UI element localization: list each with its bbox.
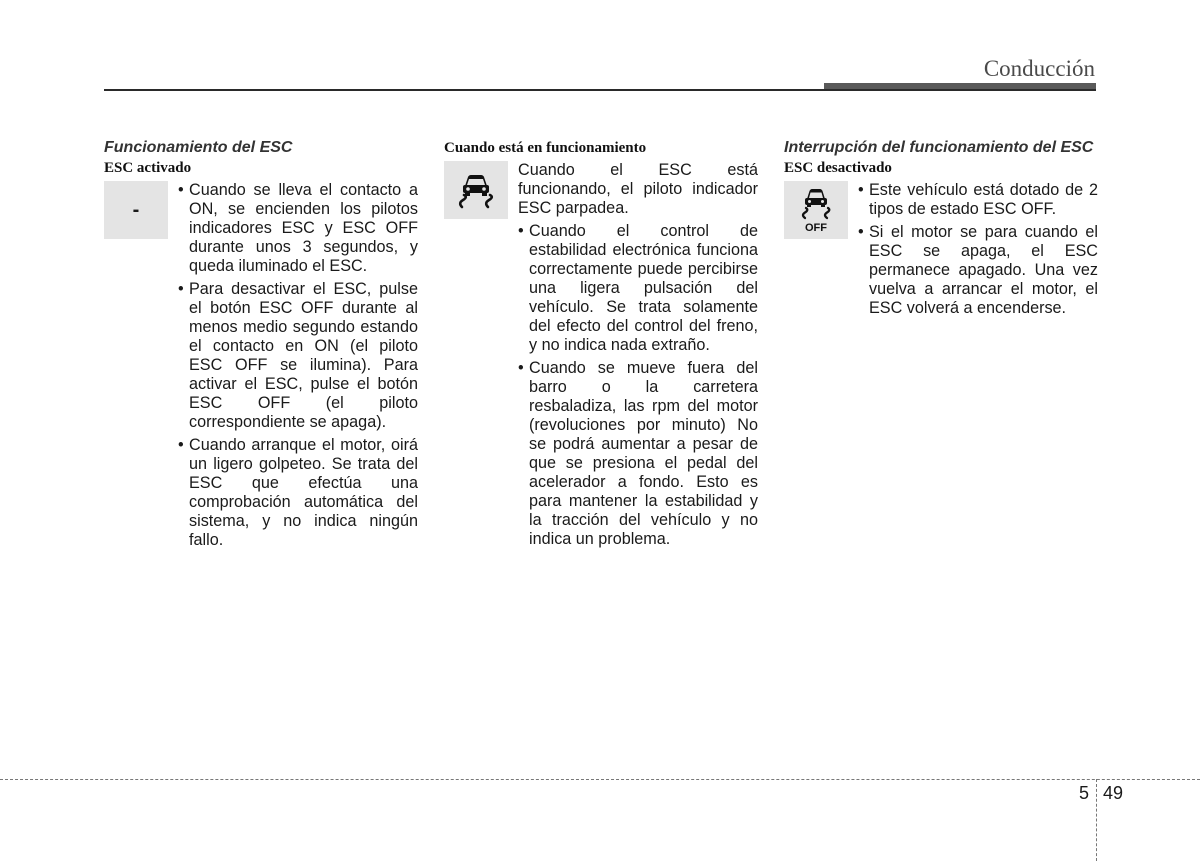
- list-item: • Cuando se mueve fuera del barro o la carretera resbaladiza, las rpm del motor (revoluciones por minuto) No se podrá aumentar a pesar de que se presiona el pedal del acelerador a fondo. Esto es para mantener la estabilidad y la tracción del vehículo y no indica un problema.: [518, 359, 758, 549]
- off-label: OFF: [805, 222, 827, 234]
- column-esc-off: [784, 139, 1098, 322]
- column-esc-operation: [104, 139, 418, 554]
- page-header-title: Conducción: [983, 56, 1095, 81]
- list-item: • Este vehículo está dotado de 2 tipos de estado ESC OFF.: [858, 181, 1098, 219]
- footer-divider: [1096, 779, 1097, 861]
- footer-rule: [0, 779, 1200, 780]
- esc-indicator-box: [444, 161, 508, 219]
- bullet-list: [178, 181, 418, 554]
- list-item: • Cuando se lleva el contacto a ON, se encienden los pilotos indicadores ESC y ESC OFF durante unos 3 segundos, y queda iluminado el ESC.: [178, 181, 418, 276]
- column-while-operating: [444, 139, 758, 553]
- bullet-list: [858, 181, 1098, 322]
- list-item: • Para desactivar el ESC, pulse el botón ESC OFF durante al menos medio segundo estando el contacto en ON (el piloto ESC OFF se ilumina). Para activar el ESC, pulse el botón ESC OFF (el piloto correspondiente se apaga).: [178, 280, 418, 432]
- list-item: • Si el motor se para cuando el ESC se apaga, el ESC permanece apagado. Una vez vuelva a arrancar el motor, el ESC volverá a encenderse.: [858, 223, 1098, 318]
- intro-paragraph: Cuando el ESC está funcionando, el piloto indicador ESC parpadea.: [518, 161, 758, 217]
- section-number: 5: [1079, 783, 1090, 803]
- esc-off-icon: [794, 185, 838, 235]
- section-heading: Interrupción del funcionamiento del ESC: [784, 139, 1094, 156]
- section-heading: Funcionamiento del ESC: [104, 139, 293, 156]
- subheading-esc-on: ESC activado: [104, 160, 192, 176]
- list-item: • Cuando arranque el motor, oirá un ligero golpeteo. Se trata del ESC que efectúa una comprobación automática del sistema, y no indica ningún fallo.: [178, 436, 418, 550]
- indicator-dash: -: [132, 198, 140, 221]
- subheading-operating: Cuando está en funcionamiento: [444, 140, 647, 156]
- indicator-placeholder: [104, 181, 168, 239]
- bullet-list: [518, 222, 758, 549]
- page-number: 49: [1103, 783, 1124, 803]
- header-rule: [104, 89, 1096, 91]
- list-item: • Cuando el control de estabilidad electrónica funciona correctamente puede percibirse una ligera pulsación del vehículo. Se trata solamente del efecto del control del freno, y no indica nada extraño.: [518, 222, 758, 355]
- subheading-esc-off: ESC desactivado: [784, 160, 892, 176]
- esc-skid-icon: [454, 168, 498, 212]
- esc-off-indicator-box: [784, 181, 848, 239]
